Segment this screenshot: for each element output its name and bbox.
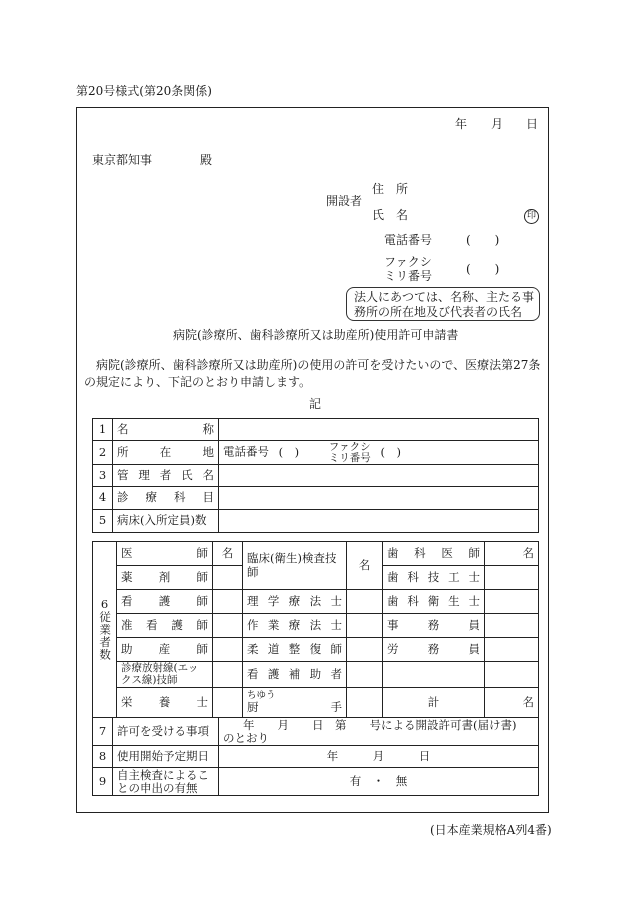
- count-cell[interactable]: [213, 688, 243, 718]
- count-cell[interactable]: [485, 566, 539, 590]
- departments-value-cell[interactable]: [219, 487, 539, 510]
- empty-cell: [485, 662, 539, 688]
- row-num: 2: [93, 441, 113, 465]
- body-text: 病院(診療所、歯科診療所又は助産所)の使用の許可を受けたいので、医療法第27条の規定により、下記のとおり申請します。: [84, 358, 541, 389]
- row-label: 許可を受ける事項: [113, 718, 219, 746]
- staff-role: 柔 道 整 復 師: [243, 638, 347, 662]
- count-cell[interactable]: [213, 614, 243, 638]
- staff-row: [93, 638, 539, 662]
- corp-note-line-2: 務所の所在地及び代表者の氏名: [354, 305, 523, 319]
- application-table: [92, 418, 539, 533]
- fax-label: ファクシ ミリ番号: [328, 441, 371, 464]
- corp-note-line-1: 法人にあつては、名称、主たる事: [354, 290, 535, 304]
- staff-section-label: 6 従業者数: [93, 542, 117, 718]
- date-month: 月: [491, 117, 504, 131]
- unit-label: 名: [485, 688, 539, 718]
- row-num: 3: [93, 465, 113, 487]
- staff-role: 医 師: [117, 542, 213, 566]
- staff-role: 助 産 師: [117, 638, 213, 662]
- self-inspection-choice[interactable]: 有 ・ 無: [219, 768, 539, 796]
- phone-paren: ( ): [466, 233, 500, 247]
- applicant-group-label: 開設者: [326, 194, 363, 208]
- fax-label-2: ミリ番号: [384, 269, 433, 283]
- row-permission: [93, 718, 539, 746]
- location-value-cell[interactable]: [219, 441, 539, 465]
- paper-size-note: (日本産業規格A列4番): [430, 823, 552, 837]
- staff-role: 臨床(衛生)検査技師: [243, 542, 347, 590]
- staff-row: [93, 662, 539, 688]
- row-num: 5: [93, 510, 113, 533]
- row-label: 管 理 者 氏 名: [113, 465, 219, 487]
- date-year: 年: [455, 117, 468, 131]
- total-label: 計: [383, 688, 485, 718]
- phone-label: 電話番号: [223, 444, 269, 459]
- start-date-value[interactable]: 年 月 日: [219, 746, 539, 768]
- date-day: 日: [526, 117, 539, 131]
- staff-role: 栄 養 士: [117, 688, 213, 718]
- staff-row: [93, 614, 539, 638]
- count-cell[interactable]: [347, 688, 383, 718]
- row-self-inspection: [93, 768, 539, 796]
- fax-paren: ( ): [466, 262, 500, 276]
- address-label: 住 所: [372, 182, 409, 196]
- count-cell[interactable]: [213, 566, 243, 590]
- row-manager: [93, 465, 539, 487]
- seal-mark: 印: [524, 207, 539, 224]
- unit-label: 名: [213, 542, 243, 566]
- row-label: 病床(入所定員)数: [113, 510, 219, 533]
- count-cell[interactable]: [347, 614, 383, 638]
- row-label: 名 称: [113, 419, 219, 441]
- staff-role: ちゆう 厨 手: [243, 688, 347, 718]
- row-num: 9: [93, 768, 113, 796]
- ruby-text: ちゆう: [247, 689, 276, 701]
- count-cell[interactable]: [213, 590, 243, 614]
- unit-label: 名: [347, 542, 383, 590]
- name-value-cell[interactable]: [219, 419, 539, 441]
- permission-value: 年 月 日 第 号による開設許可書(届け書) のとおり: [219, 718, 539, 746]
- ki-label: 記: [309, 397, 322, 411]
- row-num: 1: [93, 419, 113, 441]
- staff-role: 理 学 療 法 士: [243, 590, 347, 614]
- staff-role: 歯 科 衛 生 士: [383, 590, 485, 614]
- permission-table: [92, 717, 539, 796]
- staff-table: [92, 541, 539, 718]
- name-label: 氏 名: [372, 208, 409, 222]
- staff-role: 薬 剤 師: [117, 566, 213, 590]
- count-cell[interactable]: [213, 638, 243, 662]
- row-label: 所 在 地: [113, 441, 219, 465]
- row-beds: [93, 510, 539, 533]
- staff-row: [93, 688, 539, 718]
- row-location: [93, 441, 539, 465]
- page-title: 病院(診療所、歯科診療所又は助産所)使用許可申請書: [173, 328, 459, 342]
- count-cell[interactable]: [485, 590, 539, 614]
- count-cell[interactable]: [213, 662, 243, 688]
- staff-role: 准 看 護 師: [117, 614, 213, 638]
- count-cell[interactable]: [347, 662, 383, 688]
- row-start-date: [93, 746, 539, 768]
- row-num: 4: [93, 487, 113, 510]
- row-name: [93, 419, 539, 441]
- row-departments: [93, 487, 539, 510]
- phone-label: 電話番号: [384, 233, 433, 247]
- staff-role: 診療放射線(エックス線)技師: [117, 662, 213, 688]
- addressee-honorific: 殿: [200, 153, 213, 167]
- count-cell[interactable]: [347, 638, 383, 662]
- count-cell[interactable]: [485, 638, 539, 662]
- row-num: 7: [93, 718, 113, 746]
- count-cell[interactable]: [485, 614, 539, 638]
- staff-role: 看 護 師: [117, 590, 213, 614]
- phone-paren: ( ): [278, 444, 300, 459]
- staff-row: [93, 590, 539, 614]
- unit-label: 名: [485, 542, 539, 566]
- staff-row: [93, 542, 539, 566]
- staff-role: 作 業 療 法 士: [243, 614, 347, 638]
- form-number: 第20号様式(第20条関係): [76, 84, 212, 98]
- row-num: 8: [93, 746, 113, 768]
- staff-role: 歯 科 技 工 士: [383, 566, 485, 590]
- staff-role: 歯 科 医 師: [383, 542, 485, 566]
- staff-role: 事 務 員: [383, 614, 485, 638]
- manager-value-cell[interactable]: [219, 465, 539, 487]
- staff-role: 労 務 員: [383, 638, 485, 662]
- fax-label-1: ファクシ: [384, 255, 432, 269]
- row-label: 使用開始予定期日: [113, 746, 219, 768]
- row-label: 自主検査によるこ との申出の有無: [113, 768, 219, 796]
- count-cell[interactable]: [347, 590, 383, 614]
- empty-cell: [383, 662, 485, 688]
- beds-value-cell[interactable]: [219, 510, 539, 533]
- row-label: 診 療 科 目: [113, 487, 219, 510]
- addressee-name: 東京都知事: [92, 153, 153, 167]
- staff-role: 看 護 補 助 者: [243, 662, 347, 688]
- fax-paren: ( ): [380, 444, 401, 459]
